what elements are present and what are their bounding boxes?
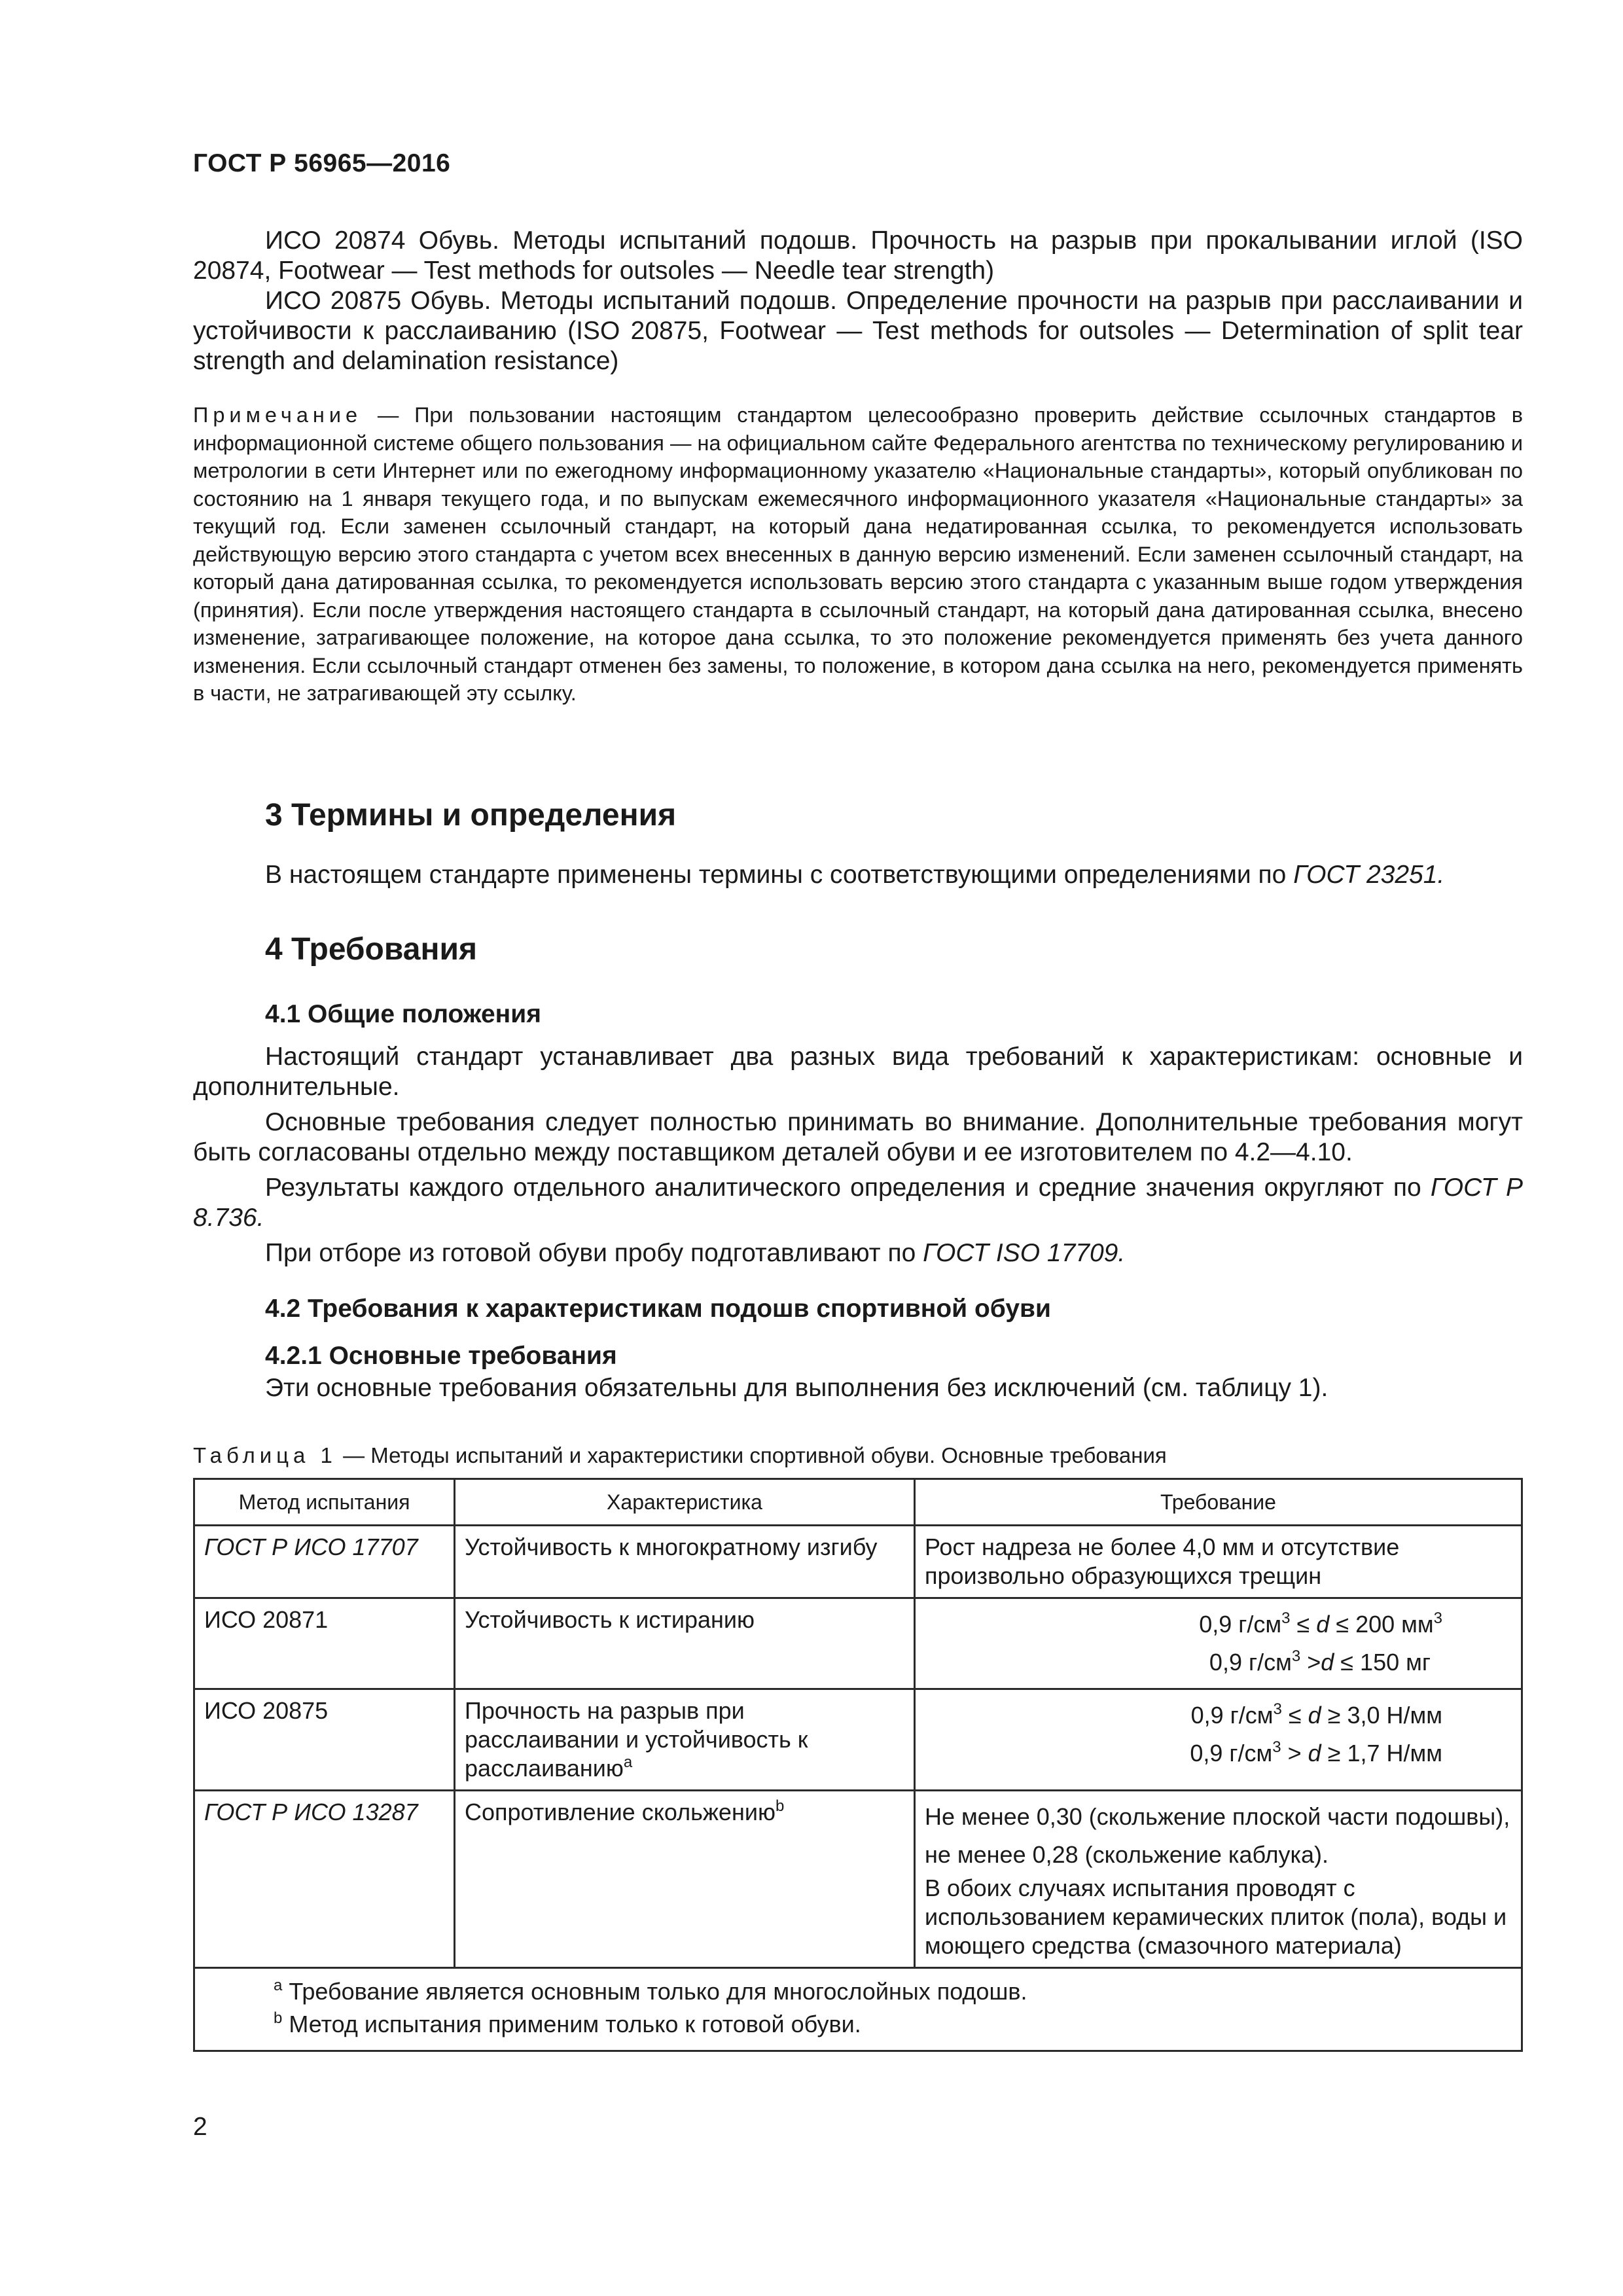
reference-iso-20874: ИСО 20874 Обувь. Методы испытаний подошв. Прочность на разрыв при прокалывании иглой (ISO 20874, Footwear — Test methods for outsoles — Needle tear strength) (193, 226, 1523, 285)
section-3-title: 3 Термины и определения (265, 798, 677, 833)
section-4-1-title: 4.1 Общие положения (265, 1000, 541, 1028)
header-method: Метод испытания (194, 1479, 455, 1526)
table-footnotes (194, 1968, 1522, 2051)
requirement-line: 0,9 $г/см^3 \le d \le 200$ $мм^3$ (1199, 1609, 1442, 1638)
table-1-caption: Таблица 1 — Методы испытаний и характеристики спортивной обуви. Основные требования (193, 1443, 1167, 1467)
requirement-line: В обоих случаях испытания проводят с использованием керамических плиток (пола), воды и моющего средства (смазочного материала) (925, 1874, 1507, 1959)
table-1 (193, 1478, 1523, 2052)
requirement-cell (915, 1689, 1522, 1791)
note-text: — При пользовании настоящим стандартом целесообразно проверить действие ссылочных стандартов в информационной системе общего пользования — на официальном сайте Федерального агентства по техническому регулированию и метрологии в сети Интернет или по ежегодному информационному указателю «Национальные стандарты», который опубликован по состоянию на 1 января текущего года, и по выпускам ежемесячного информационного указателя «Национальные стандарты» за текущий год. Если заменен ссылочный стандарт, на который дана недатированная ссылка, то рекомендуется использовать действующую версию этого стандарта с учетом всех внесенных в данную версию изменений. Если заменен ссылочный стандарт, на который дана датированная ссылка, то рекомендуется использовать версию этого стандарта с указанным выше годом утверждения (принятия). Если после утверждения настоящего стандарта в ссылочный стандарт, на который дана датированная ссылка, внесено изменение, затрагивающее положение, на которое дана ссылка, то это положение рекомендуется применять без учета данного изменения. Если ссылочный стандарт отменен без замены, то положение, в котором дана ссылка на него, рекомендуется применять в части, не затрагивающей эту ссылку. (193, 403, 1523, 705)
requirement-line: не менее 0,28 (скольжение каблука). (925, 1841, 1329, 1868)
reference-iso-20875: ИСО 20875 Обувь. Методы испытаний подошв. Определение прочности на разрыв при расслаивании и устойчивости к расслаиванию (ISO 20875, Footwear — Test methods for outsoles — Determination of split tear strength and delamination resistance) (193, 287, 1523, 375)
footnote-b: $^b$ Метод испытания применим только к готовой обуви. (274, 2009, 861, 2037)
document-header: ГОСТ Р 56965—2016 (193, 149, 451, 177)
table-footnotes-row (194, 1968, 1522, 2051)
gost-r-8-736-ref: ГОСТ Р 8.736. (193, 1174, 1524, 1232)
method-cell: ИСО 20871 (194, 1598, 455, 1689)
section-4-1-p4: При отборе из готовой обуви пробу подготавливают по ГОСТ ISO 17709. (265, 1239, 1126, 1267)
requirement-line: 0,9 $г/см^3 \le d \ge 3,0$ Н/мм (1190, 1700, 1442, 1729)
characteristic-cell: Сопротивление скольжению$^b$ (455, 1791, 915, 1968)
table-header-row (194, 1479, 1522, 1526)
characteristic-cell: Прочность на разрыв при расслаивании и устойчивость к расслаиванию$^a$ (455, 1689, 915, 1791)
gost-iso-17709-ref: ГОСТ ISO 17709. (923, 1239, 1126, 1267)
method-cell: ИСО 20875 (194, 1689, 455, 1791)
requirement-line: 0,9 $г/см^3 > d \ge 1,7$ Н/мм (1190, 1738, 1442, 1767)
section-4-1-p3: Результаты каждого отдельного аналитического определения и средние значения округляют по ГОСТ Р 8.736. (193, 1174, 1524, 1232)
section-4-2-title: 4.2 Требования к характеристикам подошв спортивной обуви (265, 1295, 1052, 1323)
method-cell: ГОСТ Р ИСО 17707 (194, 1526, 455, 1598)
requirement-cell (915, 1598, 1522, 1689)
page-number: 2 (193, 2113, 207, 2141)
footnote-a: $^a$ Требование является основным только для многослойных подошв. (274, 1977, 1027, 2005)
table-row (194, 1598, 1522, 1689)
note-paragraph (193, 401, 1523, 708)
section-3-text: В настоящем стандарте применены термины с соответствующими определениями по ГОСТ 23251. (265, 861, 1445, 889)
characteristic-cell: Устойчивость к многократному изгибу (455, 1526, 915, 1598)
section-4-2-1-text: Эти основные требования обязательны для выполнения без исключений (см. таблицу 1). (265, 1374, 1329, 1402)
table-row (194, 1791, 1522, 1968)
section-4-1-p1: Настоящий стандарт устанавливает два разных вида требований к характеристикам: основные и дополнительные. (193, 1043, 1523, 1101)
method-cell: ГОСТ Р ИСО 13287 (194, 1791, 455, 1968)
header-characteristic: Характеристика (455, 1479, 915, 1526)
section-4-title: 4 Требования (265, 932, 477, 967)
requirement-line: Не менее 0,30 (скольжение плоской части подошвы), (925, 1803, 1510, 1830)
header-requirement: Требование (915, 1479, 1522, 1526)
note-label: Примечание (193, 403, 363, 427)
characteristic-cell: Устойчивость к истиранию (455, 1598, 915, 1689)
section-4-2-1-title: 4.2.1 Основные требования (265, 1342, 617, 1370)
requirement-cell: Рост надреза не более 4,0 мм и отсутствие произвольно образующихся трещин (915, 1526, 1522, 1598)
section-4-1-p2: Основные требования следует полностью принимать во внимание. Дополнительные требования могут быть согласованы отдельно между поставщиком деталей обуви и ее изготовителем по 4.2—4.10. (193, 1108, 1523, 1166)
table-row (194, 1689, 1522, 1791)
table-row (194, 1526, 1522, 1598)
gost-23251-ref: ГОСТ 23251. (1293, 861, 1445, 889)
requirement-cell (915, 1791, 1522, 1968)
requirement-line: 0,9 $г/см^3 >d \le 150$ мг (1209, 1647, 1431, 1676)
